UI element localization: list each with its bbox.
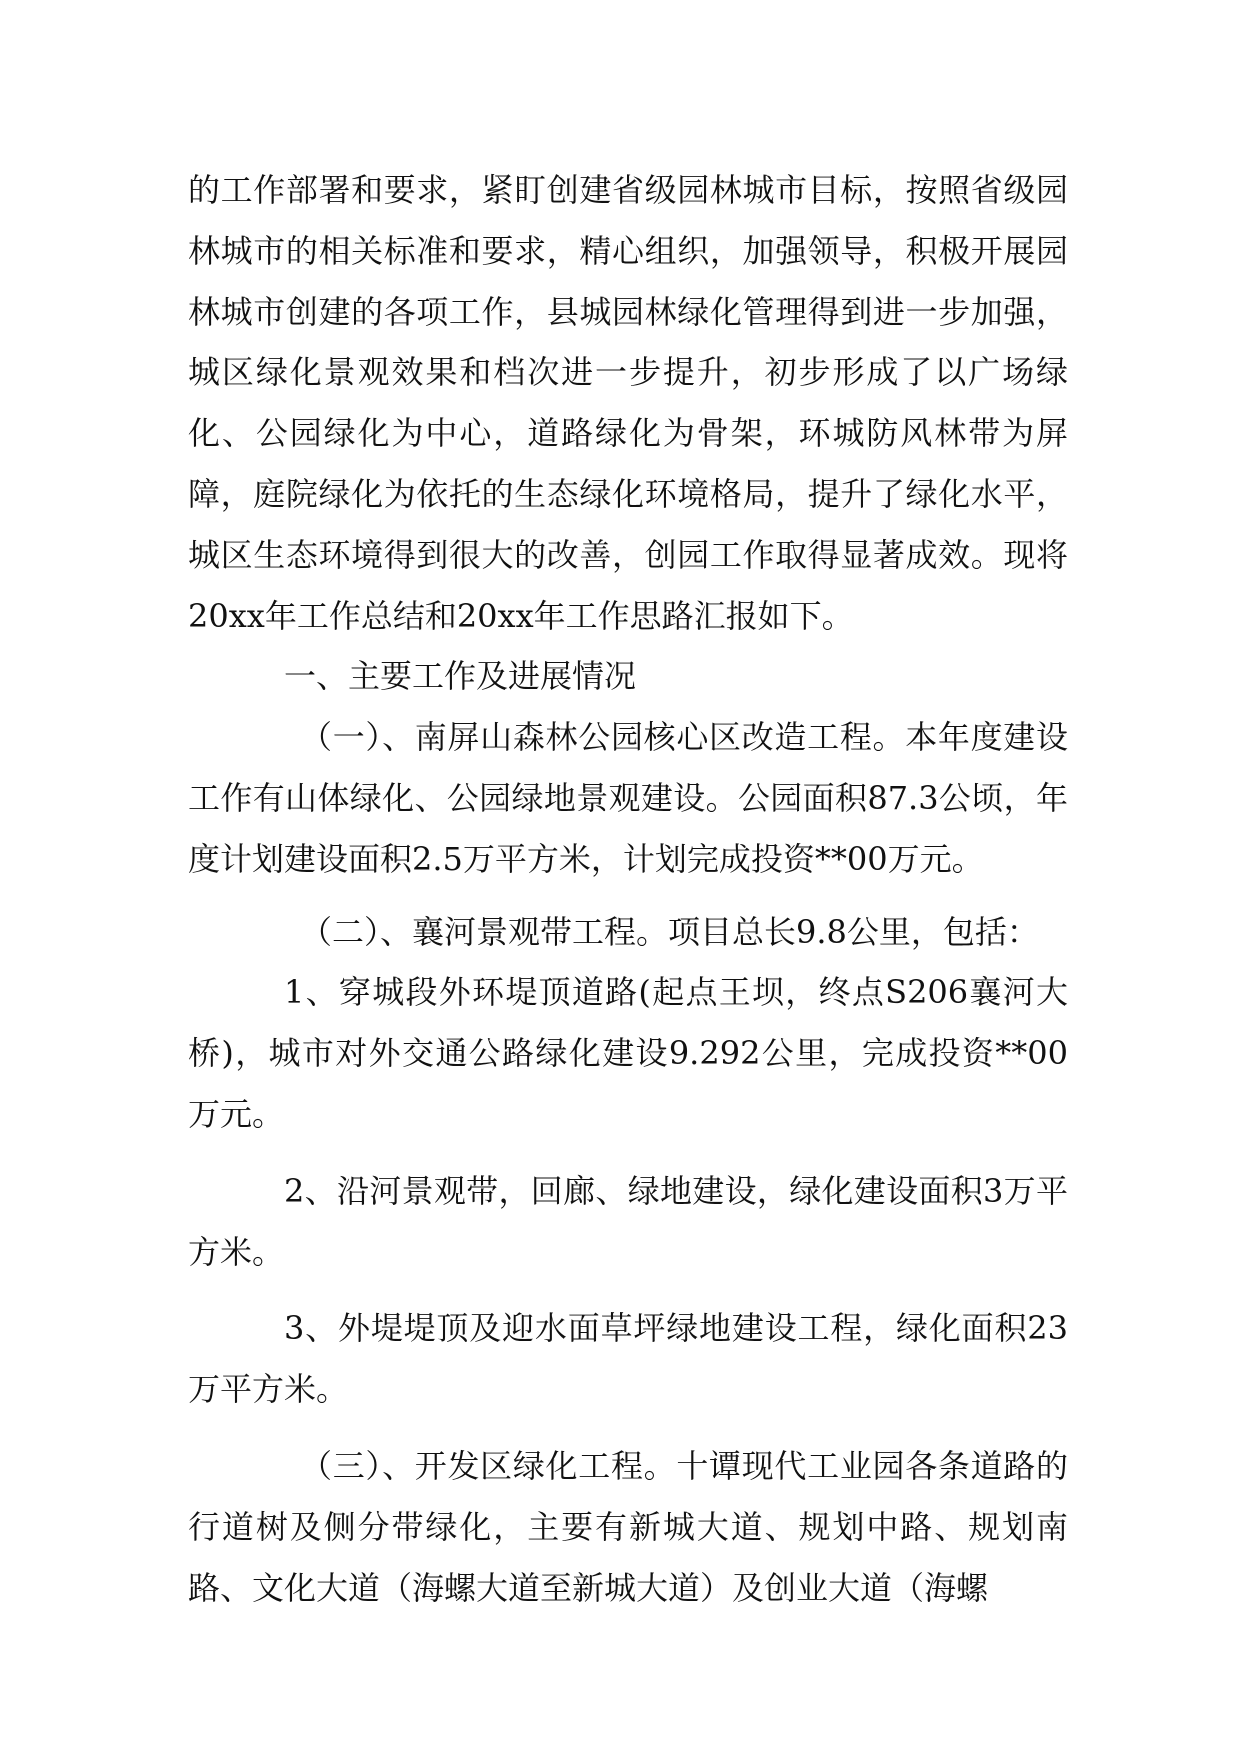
list-item-2: 2、沿河景观带，回廊、绿地建设，绿化建设面积3万平方米。 [188,1171,1068,1271]
list-item-3: 3、外堤堤顶及迎水面草坪绿地建设工程，绿化面积23万平方米。 [188,1309,1068,1409]
paragraph-development-zone: （三）、开发区绿化工程。十谭现代工业园各条道路的行道树及侧分带绿化，主要有新城大道、规划中路、规划南路、文化大道（海螺大道至新城大道）及创业大道（海螺 [188,1446,1068,1607]
list-item-1: 1、穿城段外环堤顶道路(起点王坝，终点S206襄河大桥)，城市对外交通公路绿化建设9.292公里，完成投资**00万元。 [188,973,1068,1133]
paragraph-intro: 的工作部署和要求，紧盯创建省级园林城市目标，按照省级园林城市的相关标准和要求，精心组织，加强领导，积极开展园林城市创建的各项工作，县城园林绿化管理得到进一步加强，城区绿化景观效果和档次进一步提升，初步形成了以广场绿化、公园绿化为中心，道路绿化为骨架，环城防风林带为屏障，庭院绿化为依托的生态绿化环境格局，提升了绿化水平，城区生态环境得到很大的改善，创园工作取得显著成效。现将20xx年工作总结和20xx年工作思路汇报如下。 [188,171,1068,635]
section-heading-main-work: 一、主要工作及进展情况 [284,657,637,696]
paragraph-nanpingshan-park: （一）、南屏山森林公园核心区改造工程。本年度建设工作有山体绿化、公园绿地景观建设。公园面积87.3公顷，年度计划建设面积2.5万平方米，计划完成投资**00万元。 [188,718,1068,878]
document-body [188,160,1068,1618]
paragraph-xianghe-landscape: （二）、襄河景观带工程。项目总长9.8公里，包括： [300,912,1039,951]
